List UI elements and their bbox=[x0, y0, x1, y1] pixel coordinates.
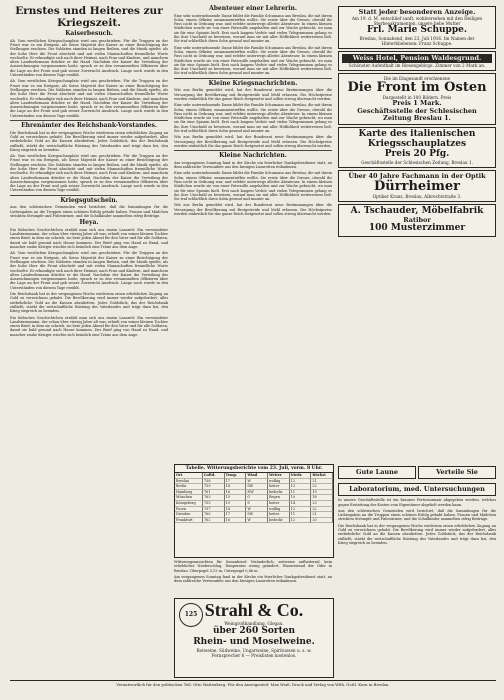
headline-kleine-nachrichten: Kleine Nachrichten. bbox=[219, 152, 287, 160]
table-cell: 20 bbox=[311, 518, 333, 524]
ad-optik-sub: Optiker Kranz, Breslau, Albrechtstraße 3. bbox=[372, 194, 462, 199]
divider bbox=[174, 150, 332, 151]
ad-strahl-line3: Rotweine, Südweine, Ungarweine, Spirituosen u. s. w. bbox=[196, 648, 312, 653]
table-cell: 12 bbox=[290, 507, 312, 513]
ad-hotel bbox=[338, 51, 496, 71]
weather-forecast-text-cont: Am vergangenen Sonntag fand in der Kirche ein feierlicher Dankgottesdienst statt, an dem zahlreiche Verwundete aus den hiesigen Lazaretten teilnahmen. bbox=[174, 574, 332, 584]
table-cell: heiter bbox=[268, 484, 290, 490]
table-cell: 15 bbox=[225, 495, 247, 501]
ad-karte-title: Karte des italienischen Kriegsschauplatzes bbox=[358, 128, 476, 149]
table-cell: S bbox=[246, 501, 268, 507]
article-heya: Ein hübsches Geschichtchen erzählt man sich aus einem Lazarett: Ein verwundeter Landsturmmann, der schon über vierzig Jahre alt war, erhielt von seiner kleinen Tochter einen Brief, in dem sie schrieb, sie bete jeden Abend für den Vater und für alle Soldaten, damit sie bald gesund nach Hause kommen. Der Brief ging von Hand zu Hand, und mancher rauhe Krieger wischte sich heimlich eine Träne aus dem Auge. bbox=[10, 227, 168, 250]
column-left bbox=[10, 4, 168, 668]
ad-karte-pub: Geschäftsstelle der Schlesischen Zeitung, Breslau 1. bbox=[361, 159, 473, 165]
article-lehrerin-cont: Eine sehr unternehmende Dame bildet die Familie Schumann aus Breslau, die mit ihrem Sohn, einem Offizier, zusammentreffen wollte. Sie reiste über die Grenze, obwohl ihr Pass nicht in Ordnung war, und erlebte unterwegs allerlei Abenteuer. In einem kleinen Städtchen wurde sie von einer Patrouille angehalten und zur Wache gebracht, wo man sie für eine Spionin hielt. Erst nach langem Verhör und vielen Telegrammen gelang es ihr, ihre Unschuld zu beweisen, worauf man sie mit aller Höflichkeit weiterreisen ließ. Sie traf schließlich ihren Sohn gesund und munter an. bbox=[174, 45, 332, 76]
ad-front-pub: Geschäftsstelle der Schlesischen Zeitung Breslau 1. bbox=[357, 106, 477, 122]
subhead-kaiserbesuch: Kaiserbesuch. bbox=[65, 30, 113, 38]
article-kleine-nachrichten-cont2: Wie aus Berlin gemeldet wird, hat der Bundesrat neue Bestimmungen über die Versorgung der Bevölkerung mit Brotgetreide und Mehl erlassen. Die Höchstpreise werden einheitlich für das ganze Reich festgesetzt und sollen streng überwacht werden. bbox=[174, 203, 332, 217]
table-cell: W bbox=[246, 507, 268, 513]
page-footer: Verantwortlich für den politischen Teil: Otto Wattenberg. Für den Anzeigenteil: Max Weiß. Druck und Verlag von Wilh. Gottl. Korn in Breslau. bbox=[10, 680, 496, 687]
table-cell: 19 bbox=[311, 490, 333, 496]
table-cell: 23 bbox=[311, 501, 333, 507]
ad-strahl-brand: Strahl & Co. bbox=[204, 600, 304, 620]
table-cell: 755 bbox=[203, 501, 225, 507]
subhead-kriegsgutschein: Kriegsgutschein. bbox=[60, 196, 118, 204]
table-cell: bedeckt bbox=[268, 518, 290, 524]
table-cell: 758 bbox=[203, 479, 225, 485]
table-cell: wolkig bbox=[268, 507, 290, 513]
table-cell: 757 bbox=[203, 507, 225, 513]
table-cell: 759 bbox=[203, 484, 225, 490]
table-cell: 21 bbox=[311, 479, 333, 485]
ad-gute-laune-title: Gute Laune bbox=[355, 468, 399, 476]
death-notice-name: Frl. Marie Schuppe. bbox=[367, 25, 467, 36]
column-middle bbox=[174, 4, 332, 464]
weather-forecast-text: Witterungsaussichten für Sonnabend: Veränderlich, zeitweise aufheiternd, kein erheblicher Niederschlag, Temperatur wenig geändert. Wasserstand der Oder in Breslau: Oberpegel 5,12 m, Unterpegel 0,86 m. bbox=[174, 560, 332, 573]
article-heya-cont2: Die Reichsbank hat in der vergangenen Woche wiederum einen erheblichen Zugang an Gold zu verzeichnen gehabt. Die Bevölkerung wird immer wieder aufgefordert, alles entbehrliche Gold an die Kassen abzuliefern. Jedes Goldstück, das der Reichsbank zufließt, stärkt die wirtschaftliche Rüstung des Vaterlandes und trägt dazu bei, den Krieg siegreich zu beenden. bbox=[10, 292, 168, 314]
table-cell: 763 bbox=[203, 495, 225, 501]
article-kleine-nachrichten-cont: Eine sehr unternehmende Dame bildet die Familie Schumann aus Breslau, die mit ihrem Sohn, einem Offizier, zusammentreffen wollte. Sie reiste über die Grenze, obwohl ihr Pass nicht in Ordnung war, und erlebte unterwegs allerlei Abenteuer. In einem kleinen Städtchen wurde sie von einer Patrouille angehalten und zur Wache gebracht, wo man sie für eine Spionin hielt. Erst nach langem Verhör und vielen Telegrammen gelang es ihr, ihre Unschuld zu beweisen, worauf man sie mit aller Höflichkeit weiterreisen ließ. Sie traf schließlich ihren Sohn gesund und munter an. bbox=[174, 171, 332, 202]
article-heya-cont: Ah. Vom westlichen Kriegsschauplatz wird uns geschrieben: Für die Truppen an der Front war es ein Ereignis, als Seine Majestät der Kaiser zu einer Besichtigung der Stellungen erschien. Die Soldaten standen in langen Reihen, und die Musik spielte, als der hohe Herr die Front abschritt und mit vielen Mannschaften freundliche Worte wechselte. Er erkundigte sich nach ihrer Heimat, nach Frau und Kindern, und manchem alten Landwehrmann drückte er die Hand. Nachdem der Kaiser die Verteilung der Auszeichnungen vorgenommen hatte, sprach er zu den versammelten Offizieren über die Lage an der Front und gab seiner Zuversicht Ausdruck. Lange noch wurde in den Unterständen von diesem Tage erzählt. bbox=[10, 251, 168, 290]
article-kriegsnachrichten: Wie aus Berlin gemeldet wird, hat der Bundesrat neue Bestimmungen über die Versorgung der Bevölkerung mit Brotgetreide und Mehl erlassen. Die Höchstpreise werden einheitlich für das ganze Reich festgesetzt und sollen streng überwacht werden. bbox=[174, 88, 332, 101]
ad-front-title: Die Front im Osten bbox=[347, 80, 487, 96]
ad-strahl-sub: Weingroßhandlung, Glogau. bbox=[224, 621, 284, 626]
table-cell: 10 bbox=[290, 495, 312, 501]
table-cell: 18 bbox=[311, 495, 333, 501]
table-cell: 22 bbox=[311, 484, 333, 490]
ad-verteil-title: Verteile Sie bbox=[436, 468, 478, 476]
divider bbox=[10, 195, 168, 196]
table-cell: W bbox=[246, 479, 268, 485]
table-cell: 17 bbox=[225, 512, 247, 518]
ad-strahl-line1: über 260 Sorten bbox=[212, 626, 296, 636]
table-header-cell: Wetter bbox=[268, 473, 290, 479]
table-cell: 761 bbox=[203, 490, 225, 496]
table-cell: 14 bbox=[290, 501, 312, 507]
article-kleine-nachrichten: Am vergangenen Sonntag fand in der Kirche ein feierlicher Dankgottesdienst statt, an dem zahlreiche Verwundete aus den hiesigen Lazaretten teilnahmen. bbox=[174, 160, 332, 170]
ad-tschauder-name: A. Tschauder, Möbelfabrik bbox=[350, 206, 484, 216]
table-cell: 19 bbox=[225, 501, 247, 507]
ad-tschauder-city: Ratibor bbox=[403, 215, 431, 224]
table-header-cell: Höchst bbox=[311, 473, 333, 479]
table-cell: 12 bbox=[290, 479, 312, 485]
table-cell: 16 bbox=[225, 518, 247, 524]
table-cell: Posen bbox=[175, 507, 203, 513]
ad-verteil bbox=[418, 466, 496, 479]
table-header-cell: Wind bbox=[246, 473, 268, 479]
notice-text-cont: Aus den schlesischen Gemeinden wird berichtet, daß die Sammlungen für die Liebesgaben an die Truppen einen schönen Erfolg gehabt haben. Frauen und Mädchen strickten Strümpfe und Pulswärmer, und die Schulkinder sammelten eifrig Beiträge. bbox=[338, 508, 496, 522]
ad-front-top: Die im Eingesandt erschienene bbox=[383, 76, 451, 82]
weather-grid bbox=[175, 473, 333, 523]
subhead-heya: Heya. bbox=[79, 219, 99, 227]
article-kriegsnachrichten-cont2: Wie aus Berlin gemeldet wird, hat der Bundesrat neue Bestimmungen über die Versorgung der Bevölkerung mit Brotgetreide und Mehl erlassen. Die Höchstpreise werden einheitlich für das ganze Reich festgesetzt und sollen streng überwacht werden. bbox=[174, 135, 332, 148]
death-notice-title: Statt jeder besonderen Anzeige. bbox=[358, 8, 476, 16]
article-reichsbank-cont: Ah. Vom westlichen Kriegsschauplatz wird uns geschrieben: Für die Truppen an der Front war es ein Ereignis, als Seine Majestät der Kaiser zu einer Besichtigung der Stellungen erschien. Die Soldaten standen in langen Reihen, und die Musik spielte, als der hohe Herr die Front abschritt und mit vielen Mannschaften freundliche Worte wechselte. Er erkundigte sich nach ihrer Heimat, nach Frau und Kindern, und manchem alten Landwehrmann drückte er die Hand. Nachdem der Kaiser die Verteilung der Auszeichnungen vorgenommen hatte, sprach er zu den versammelten Offizieren über die Lage an der Front und gab seiner Zuversicht Ausdruck. Lange noch wurde in den Unterständen von diesem Tage erzählt. bbox=[10, 154, 168, 193]
headline-lehrerin: Abenteuer einer Lehrerin. bbox=[209, 5, 297, 12]
table-cell: NW bbox=[246, 490, 268, 496]
article-lehrerin: Eine sehr unternehmende Dame bildet die Familie Schumann aus Breslau, die mit ihrem Sohn, einem Offizier, zusammentreffen wollte. Sie reiste über die Grenze, obwohl ihr Pass nicht in Ordnung war, und erlebte unterwegs allerlei Abenteuer. In einem kleinen Städtchen wurde sie von einer Patrouille angehalten und zur Wache gebracht, wo man sie für eine Spionin hielt. Erst nach langem Verhör und vielen Telegrammen gelang es ihr, ihre Unschuld zu beweisen, worauf man sie mit aller Höflichkeit weiterreisen ließ. Sie traf schließlich ihren Sohn gesund und munter an. bbox=[174, 13, 332, 44]
seal-icon: 125 bbox=[179, 603, 203, 627]
ad-death-notice bbox=[338, 6, 496, 49]
subhead-reichsbank: Ehrenämter des Reichsbank-Vorstandes. bbox=[21, 122, 157, 130]
ad-front-sub: Dargestellt in 100 Bildern. Preis bbox=[382, 95, 452, 101]
ad-optik bbox=[338, 170, 496, 202]
table-cell: wolkig bbox=[268, 479, 290, 485]
ad-hotel-sub: Schönster Aufenthalt im Riesengebirge. Zimmer von 2 Mark an. bbox=[348, 63, 486, 69]
death-notice-text2: Breslau, Sonnabend, den 23. Juli 1916. Im Namen der Hinterbliebenen: Franz Schuppe. bbox=[359, 36, 475, 47]
table-cell: München bbox=[175, 495, 203, 501]
ad-labor bbox=[338, 483, 496, 496]
table-cell: 16 bbox=[225, 490, 247, 496]
weather-table-title: Tabelle. Witterungsberichte vom 23. Juli, vorm. 8 Uhr. bbox=[175, 465, 333, 473]
divider bbox=[174, 78, 332, 79]
table-header-cell: Luftd. bbox=[203, 473, 225, 479]
table-cell: 18 bbox=[225, 484, 247, 490]
ad-row bbox=[338, 464, 496, 481]
table-cell: 22 bbox=[311, 507, 333, 513]
table-cell: 18 bbox=[225, 507, 247, 513]
ad-tschauder-sub: 100 Musterzimmer bbox=[368, 223, 466, 234]
ad-strahl-co bbox=[174, 598, 334, 678]
ad-hotel-name: Weiss Hotel, Pension Waldesgrund. bbox=[342, 54, 492, 63]
article-reichsbank: Die Reichsbank hat in der vergangenen Woche wiederum einen erheblichen Zugang an Gold zu verzeichnen gehabt. Die Bevölkerung wird immer wieder aufgefordert, alles entbehrliche Gold an die Kassen abzuliefern. Jedes Goldstück, das der Reichsbank zufließt, stärkt die wirtschaftliche Rüstung des Vaterlandes und trägt dazu bei, den Krieg siegreich zu beenden. bbox=[10, 130, 168, 152]
headline-kriegsnachrichten: Kleine Kriegsnachrichten. bbox=[208, 79, 298, 87]
headline-ernstes: Ernstes und Heiteres zur Kriegszeit. bbox=[15, 5, 163, 29]
table-cell: Berlin bbox=[175, 484, 203, 490]
table-cell: Regen bbox=[268, 495, 290, 501]
table-cell: 17 bbox=[225, 479, 247, 485]
ad-gute-laune bbox=[338, 466, 416, 479]
table-cell: 11 bbox=[290, 490, 312, 496]
ad-optik-top: Über 40 Jahre Fachmann in der Optik bbox=[348, 171, 486, 180]
table-cell: heiter bbox=[268, 501, 290, 507]
table-cell: 12 bbox=[290, 518, 312, 524]
table-cell: 13 bbox=[290, 484, 312, 490]
death-notice-text: Am 19. d. M. entschlief sanft, wohlversehen mit den Heiligen Sterbesakramenten, unsere liebe Mutter bbox=[351, 16, 483, 27]
table-header-cell: Niedr. bbox=[290, 473, 312, 479]
ad-front-price: Preis 1 Mark. bbox=[392, 99, 442, 108]
table-cell: 11 bbox=[290, 512, 312, 518]
ad-karte-price: Preis 20 Pfg. bbox=[384, 148, 450, 159]
table-cell: 21 bbox=[311, 512, 333, 518]
table-cell: 762 bbox=[203, 518, 225, 524]
table-cell: Dresden bbox=[175, 512, 203, 518]
article-heya-cont3: Ein hübsches Geschichtchen erzählt man sich aus einem Lazarett: Ein verwundeter Landsturmmann, der schon über vierzig Jahre alt war, erhielt von seiner kleinen Tochter einen Brief, in dem sie schrieb, sie bete jeden Abend für den Vater und für alle Soldaten, damit sie bald gesund nach Hause kommen. Der Brief ging von Hand zu Hand, und mancher rauhe Krieger wischte sich heimlich eine Träne aus dem Auge. bbox=[10, 315, 168, 337]
table-cell: heiter bbox=[268, 512, 290, 518]
ad-tschauder bbox=[338, 204, 496, 237]
table-cell: SW bbox=[246, 512, 268, 518]
ad-karte bbox=[338, 127, 496, 168]
table-cell: SW bbox=[246, 484, 268, 490]
weather-table bbox=[174, 464, 334, 558]
column-right-lower bbox=[338, 464, 496, 676]
article-kriegsgutschein: Aus den schlesischen Gemeinden wird berichtet, daß die Sammlungen für die Liebesgaben an die Truppen einen schönen Erfolg gehabt haben. Frauen und Mädchen strickten Strümpfe und Pulswärmer, und die Schulkinder sammelten eifrig Beiträge. bbox=[10, 205, 168, 218]
ad-optik-name: Dürrheimer bbox=[374, 178, 460, 194]
table-cell: Frankfurt bbox=[175, 518, 203, 524]
weather-notes bbox=[174, 560, 332, 596]
table-cell: O bbox=[246, 495, 268, 501]
ad-strahl-line2: Rhein- und Moselweine. bbox=[193, 637, 315, 647]
table-cell: W bbox=[246, 518, 268, 524]
divider bbox=[10, 120, 168, 121]
notice-text-cont2: Die Reichsbank hat in der vergangenen Woche wiederum einen erheblichen Zugang an Gold zu verzeichnen gehabt. Die Bevölkerung wird immer wieder aufgefordert, alles entbehrliche Gold an die Kassen abzuliefern. Jedes Goldstück, das der Reichsbank zufließt, stärkt die wirtschaftliche Rüstung des Vaterlandes und trägt dazu bei, den Krieg siegreich zu beenden. bbox=[338, 523, 496, 545]
table-cell: Breslau bbox=[175, 479, 203, 485]
column-right bbox=[338, 4, 496, 464]
ad-front-im-osten bbox=[338, 73, 496, 125]
table-header-cell: Ort bbox=[175, 473, 203, 479]
table-cell: 760 bbox=[203, 512, 225, 518]
notice-text: In unsere Geschäftsstelle ist ein braunes Portemonnaie abgegeben worden, welches gegen Erstattung der Kosten vom Eigentümer abgeholt werden kann. bbox=[338, 498, 496, 507]
table-cell: Hamburg bbox=[175, 490, 203, 496]
table-cell: Königsberg bbox=[175, 501, 203, 507]
article-kaiserbesuch: Ah. Vom westlichen Kriegsschauplatz wird uns geschrieben: Für die Truppen an der Front war es ein Ereignis, als Seine Majestät der Kaiser zu einer Besichtigung der Stellungen erschien. Die Soldaten standen in langen Reihen, und die Musik spielte, als der hohe Herr die Front abschritt und mit vielen Mannschaften freundliche Worte wechselte. Er erkundigte sich nach ihrer Heimat, nach Frau und Kindern, und manchem alten Landwehrmann drückte er die Hand. Nachdem der Kaiser die Verteilung der Auszeichnungen vorgenommen hatte, sprach er zu den versammelten Offizieren über die Lage an der Front und gab seiner Zuversicht Ausdruck. Lange noch wurde in den Unterständen von diesem Tage erzählt. bbox=[10, 38, 168, 78]
ad-strahl-line4: Fernsprecher 6 — Preislisten kostenlos. bbox=[211, 653, 297, 658]
ad-labor-title: Laboratorium, med. Untersuchungen bbox=[349, 485, 485, 494]
table-cell: bedeckt bbox=[268, 490, 290, 496]
article-kaiserbesuch-cont: Ah. Vom westlichen Kriegsschauplatz wird uns geschrieben: Für die Truppen an der Front war es ein Ereignis, als Seine Majestät der Kaiser zu einer Besichtigung der Stellungen erschien. Die Soldaten standen in langen Reihen, und die Musik spielte, als der hohe Herr die Front abschritt und mit vielen Mannschaften freundliche Worte wechselte. Er erkundigte sich nach ihrer Heimat, nach Frau und Kindern, und manchem alten Landwehrmann drückte er die Hand. Nachdem der Kaiser die Verteilung der Auszeichnungen vorgenommen hatte, sprach er zu den versammelten Offizieren über die Lage an der Front und gab seiner Zuversicht Ausdruck. Lange noch wurde in den Unterständen von diesem Tage erzählt. bbox=[10, 79, 168, 118]
article-kriegsnachrichten-cont: Eine sehr unternehmende Dame bildet die Familie Schumann aus Breslau, die mit ihrem Sohn, einem Offizier, zusammentreffen wollte. Sie reiste über die Grenze, obwohl ihr Pass nicht in Ordnung war, und erlebte unterwegs allerlei Abenteuer. In einem kleinen Städtchen wurde sie von einer Patrouille angehalten und zur Wache gebracht, wo man sie für eine Spionin hielt. Erst nach langem Verhör und vielen Telegrammen gelang es ihr, ihre Unschuld zu beweisen, worauf man sie mit aller Höflichkeit weiterreisen ließ. Sie traf schließlich ihren Sohn gesund und munter an. bbox=[174, 103, 332, 134]
table-header-cell: Temp. bbox=[225, 473, 247, 479]
